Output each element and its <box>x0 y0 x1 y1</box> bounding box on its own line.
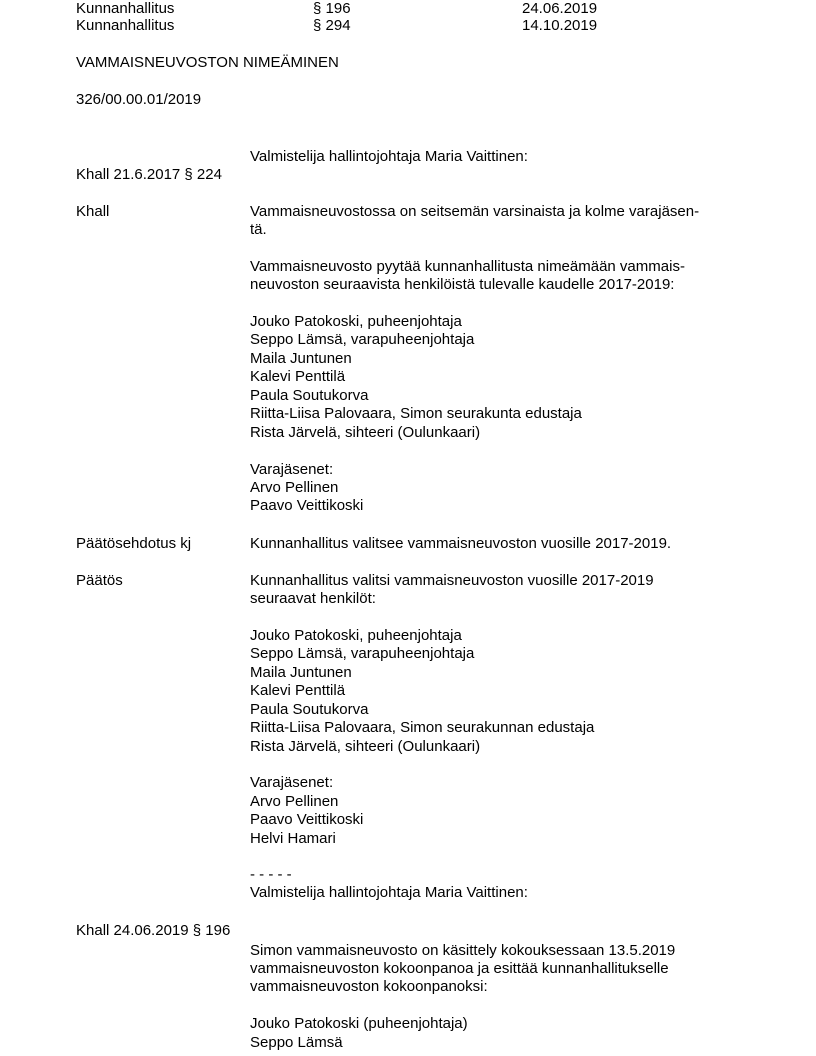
decision-label: Päätös <box>76 572 123 589</box>
deputy-decision-item: Arvo Pellinen <box>250 793 339 810</box>
member-2019-item: Seppo Lämsä <box>250 1034 343 1051</box>
khall-text-line: tä. <box>250 221 267 238</box>
member-decision-item: Paula Soutukorva <box>250 701 369 718</box>
proposal-label: Päätösehdotus kj <box>76 535 192 552</box>
member-decision-item: Riitta-Liisa Palovaara, Simon seurakunnan edustaja <box>250 719 595 736</box>
header-date-1: 24.06.2019 <box>522 0 598 17</box>
council-text-line: Simon vammaisneuvosto on käsittely kokouksessaan 13.5.2019 <box>250 942 676 959</box>
record-number: 326/00.00.01/2019 <box>76 91 202 108</box>
member-2019-item: Jouko Patokoski (puheenjohtaja) <box>250 1015 468 1032</box>
header-section-2: § 294 <box>313 17 351 34</box>
member-proposal-item: Maila Juntunen <box>250 350 352 367</box>
reference-2019: Khall 24.06.2019 § 196 <box>76 922 231 939</box>
request-text-line: neuvoston seuraavista henkilöistä tulevalle kaudelle 2017-2019: <box>250 276 675 293</box>
proposal-text: Kunnanhallitus valitsee vammaisneuvoston vuosille 2017-2019. <box>250 535 672 552</box>
deputy-decision-item: Paavo Veittikoski <box>250 811 364 828</box>
header-date-2: 14.10.2019 <box>522 17 598 34</box>
request-text-line: Vammaisneuvosto pyytää kunnanhallitusta nimeämään vammais- <box>250 258 685 275</box>
member-decision-item: Kalevi Penttilä <box>250 682 346 699</box>
reference-2017: Khall 21.6.2017 § 224 <box>76 166 222 183</box>
separator: - - - - - <box>250 866 292 883</box>
member-proposal-item: Riitta-Liisa Palovaara, Simon seurakunta edustaja <box>250 405 582 422</box>
member-decision-item: Seppo Lämsä, varapuheenjohtaja <box>250 645 475 662</box>
header-body-2: Kunnanhallitus <box>76 17 175 34</box>
member-decision-item: Rista Järvelä, sihteeri (Oulunkaari) <box>250 738 481 755</box>
header-body-1: Kunnanhallitus <box>76 0 175 17</box>
deputy-proposal-item: Arvo Pellinen <box>250 479 339 496</box>
document-title: VAMMAISNEUVOSTON NIMEÄMINEN <box>76 54 339 71</box>
member-proposal-item: Seppo Lämsä, varapuheenjohtaja <box>250 331 475 348</box>
decision-text-line: Kunnanhallitus valitsi vammaisneuvoston vuosille 2017-2019 <box>250 572 654 589</box>
decision-text-line: seuraavat henkilöt: <box>250 590 376 607</box>
preparer-line-1: Valmistelija hallintojohtaja Maria Vaittinen: <box>250 148 528 165</box>
council-text-line: vammaisneuvoston kokoonpanoa ja esittää kunnanhallitukselle <box>250 960 669 977</box>
deputies-label: Varajäsenet: <box>250 461 334 478</box>
member-proposal-item: Rista Järvelä, sihteeri (Oulunkaari) <box>250 424 481 441</box>
council-text-line: vammaisneuvoston kokoonpanoksi: <box>250 978 488 995</box>
deputies-decision-label: Varajäsenet: <box>250 774 334 791</box>
member-proposal-item: Jouko Patokoski, puheenjohtaja <box>250 313 462 330</box>
header-section-1: § 196 <box>313 0 351 17</box>
khall-text-line: Vammaisneuvostossa on seitsemän varsinaista ja kolme varajäsen- <box>250 203 700 220</box>
deputy-proposal-item: Paavo Veittikoski <box>250 497 364 514</box>
deputy-decision-item: Helvi Hamari <box>250 830 336 847</box>
preparer-line-2: Valmistelija hallintojohtaja Maria Vaittinen: <box>250 884 528 901</box>
member-proposal-item: Kalevi Penttilä <box>250 368 346 385</box>
member-proposal-item: Paula Soutukorva <box>250 387 369 404</box>
member-decision-item: Jouko Patokoski, puheenjohtaja <box>250 627 462 644</box>
khall-label: Khall <box>76 203 110 220</box>
member-decision-item: Maila Juntunen <box>250 664 352 681</box>
